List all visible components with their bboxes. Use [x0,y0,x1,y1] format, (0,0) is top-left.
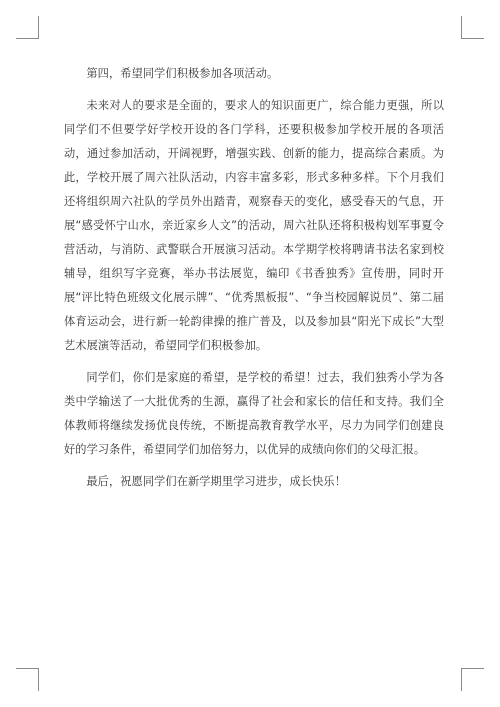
paragraph-hope: 同学们，你们是家庭的希望，是学校的希望！过去，我们独秀小学为各类中学输送了一大批优秀的生源，赢得了社会和家长的信任和支持。我们全体教师将继续发扬优良传统，不断提高教育教学水平，尽力为同学们创建良好的学习条件，希望同学们加倍努力，以优异的成绩向你们的父母汇报。 [64,371,444,456]
crop-mark-bottom-left [16,668,39,691]
crop-mark-top-right [461,16,484,39]
document-body [64,62,444,502]
crop-mark-top-left [16,16,39,39]
paragraph-activities: 未来对人的要求是全面的，要求人的知识面更广，综合能力更强，所以同学们不但要学好学校开设的各门学科，还要积极参加学校开展的各项活动，通过参加活动，开阔视野，增强实践、创新的能力，提高综合素质。为此，学校开展了周六社队活动，内容丰富多彩，形式多种多样。下个月我们还将组织周六社队的学员外出踏青，观察春天的变化，感受春天的气息，开展“感受怀宁山水，亲近家乡人文”的活动，周六社队还将积极构划军事夏令营活动，与消防、武警联合开展演习活动。本学期学校将聘请书法名家到校辅导，组织写字竞赛，举办书法展览，编印《书香独秀》宣传册，同时开展“评比特色班级文化展示牌”、“优秀黑板报”、“争当校园解说员”、第二届体育运动会，进行新一轮韵律操的推广普及，以及参加县“阳光下成长”大型艺术展演等活动，希望同学们积极参加。 [64,99,444,352]
paragraph-fourth-point: 第四，希望同学们积极参加各项活动。 [86,67,279,80]
paragraph-closing: 最后，祝愿同学们在新学期里学习进步，成长快乐！ [86,475,347,488]
crop-mark-bottom-right [461,668,484,691]
